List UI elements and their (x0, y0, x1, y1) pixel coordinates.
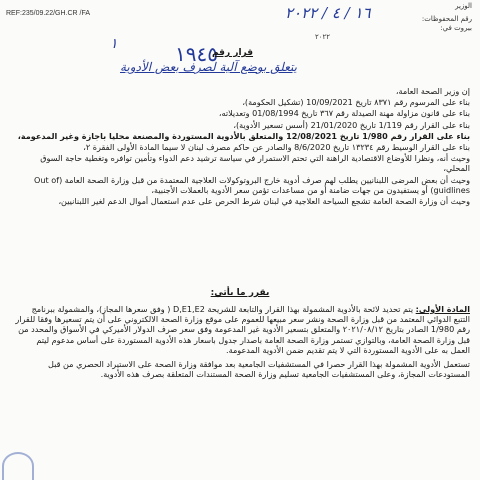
preamble-line: إن وزير الصحة العامة، (395, 86, 470, 96)
preamble-line: وحيث أنه، ونظرا للأوضاع الاقتصادية الراهنة التي تحتم الاستمرار في سياسة ترشيد دعم الدواء وتأمين توافره وتغطية حاجة السوق المحلي، (40, 153, 470, 174)
year-label: ٢٠٢٢ (314, 33, 330, 41)
decision-number-handwritten: ١٩٤٥ (175, 42, 218, 66)
decision-number-handwritten-2: ١ (110, 36, 118, 52)
decides-heading: يقرر ما يأتي: (210, 288, 270, 298)
article-1 (15, 304, 470, 355)
preamble-line: وحيث أن بعض المرضى اللبنانيين يطلب لهم صرف أدوية خارج البروتوكولات العلاجية المعتمدة من قبل وزارة الصحة العامة (Out of guidlines) أو يستفيدون من جهات ضامنة أو من مساعدات تؤمن سعر الأدوية بالعملات الأجنبية، (34, 174, 470, 195)
date-label: بيروت في: (440, 24, 472, 32)
decision-title: قرار رقم (212, 48, 254, 58)
preamble-line: بناء على القرار الوسيط رقم ١٣٢٣٤ تاريخ 8/6/2020 والصادر عن حاكم مصرف لبنان لا سيما المادة الأولى الفقرة ٢، (83, 142, 470, 153)
preamble-line: بناء على المرسوم رقم ٨٣٧١ تاريخ 10/09/2021 (تشكيل الحكومة)، (242, 97, 470, 108)
preamble (15, 86, 470, 207)
preamble-line: بناء على القرار رقم 1/980 تاريخ 12/08/2021 والمتعلق بالأدوية المستوردة والمصنعة محليا باجازة وغير المدعومة، (17, 130, 470, 141)
reference-number: REF:235/09.22/GH.CR /FA (6, 10, 91, 17)
header-title: الوزير (455, 2, 472, 10)
preamble-line: وحيث أن وزارة الصحة العامة تشجع السياحة العلاجية في لبنان شرط الحرص على عدم استعمال أموال الدعم لغير اللبنانيين، (58, 196, 470, 207)
article-1-text: يتم تحديد لائحة بالأدوية المشمولة بهذا القرار والتابعة للشريحة D,E1,E2 ( وفق سعرها المجاز)، والمشمولة ببرنامج التتبع الدوائي المعتمد من قبل وزارة الصحة ونشر سعر مبيعها للعموم على موقع وزارة الصحة الالكتروني على أن يتم تسعيرها وفقا للقرار رقم 1/980 الصادر بتاريخ ٢٠٢١/٠٨/١٢ والمتعلق بتسعير الأدوية غير المدعومة وفق سعر صرف الدولار الأميركي في الأسواق والمحدد من قبل وزارة الصحة العامة، وبالتوازي تستمر وزارة الصحة العامة باصدار جدول باسعار هذه الأدوية المستوردة على أساس مدعوم ليتم العمل به على الأدوية المستوردة التي لا يتم تقديم ضمن الأدوية المدعومة. (15, 304, 470, 355)
archive-number-label: رقم المحفوظات: (421, 15, 472, 23)
handwritten-date: ١٦ / ٤ / ٢٠٢٢ (285, 4, 371, 22)
decision-subject-handwritten: يتعلق بوضع آلية لصرف بعض الأدوية (120, 60, 298, 74)
article-2-text: تستعمل الأدوية المشمولة بهذا القرار حصرا في المستشفيات الجامعية بعد موافقة وزارة الصحة على الاستيراد الحصري من قبل المستودعات المجازة، وعلى المستشفيات الجامعية تسليم وزارة الصحة المستندات المتعلقة بصرف هذه الأدوية. (48, 359, 470, 380)
preamble-line: بناء على القرار رقم 1/119 تاريخ 21/01/2020 (أسس تسعير الأدوية)، (233, 119, 470, 130)
article-1-label: المادة الأولى: (415, 304, 470, 314)
article-2 (15, 359, 470, 379)
preamble-line: بناء على قانون مزاولة مهنة الصيدلة رقم ٣٦٧ تاريخ 01/08/1994 وتعديلاته، (218, 108, 470, 119)
articles (15, 304, 470, 380)
stamp-mark (2, 452, 34, 480)
